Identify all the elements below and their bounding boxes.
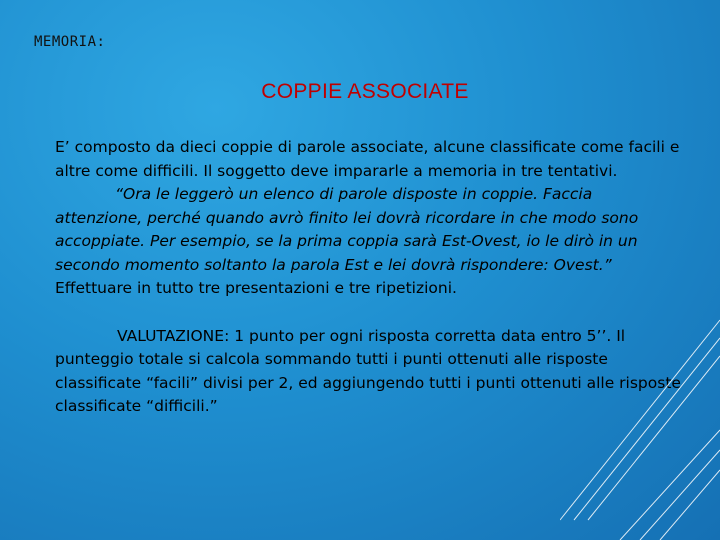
intro-paragraph: E’ composto da dieci coppie di parole associate, alcune classificate come facili e altre come difficili. Il soggetto deve impararle a memoria in tre tentativi. [55,138,680,180]
deco-line [560,320,720,520]
deco-line [588,356,720,520]
instruction-quote: “Ora le leggerò un elenco di parole disposte in coppie. Faccia attenzione, perché quando avrò finito lei dovrà ricordare in che modo sono accoppiate. Per esempio, se la prima coppia sarà Est-Ovest, io le dirò in un secondo momento soltanto la parola Est e lei dovrà rispondere: Ovest.” [55,185,639,274]
slide-title: COPPIE ASSOCIATE [261,80,469,103]
spacer [55,185,115,203]
deco-line [620,430,720,540]
deco-line [640,450,720,540]
deco-line [660,470,720,540]
section-label: MEMORIA: [34,34,106,50]
evaluation-text: VALUTAZIONE: 1 punto per ogni risposta corretta data entro 5’’. Il punteggio totale si calcola sommando tutti i punti ottenuti alle risposte classificate “facili” divisi per 2, ed aggiungendo tutti i punti ottenuti alle risposte classificate “difficili.” [55,326,681,415]
decorative-lines [560,280,720,540]
deco-line [574,338,720,520]
instruction-tail: Effettuare in tutto tre presentazioni e tre ripetizioni. [55,279,457,297]
